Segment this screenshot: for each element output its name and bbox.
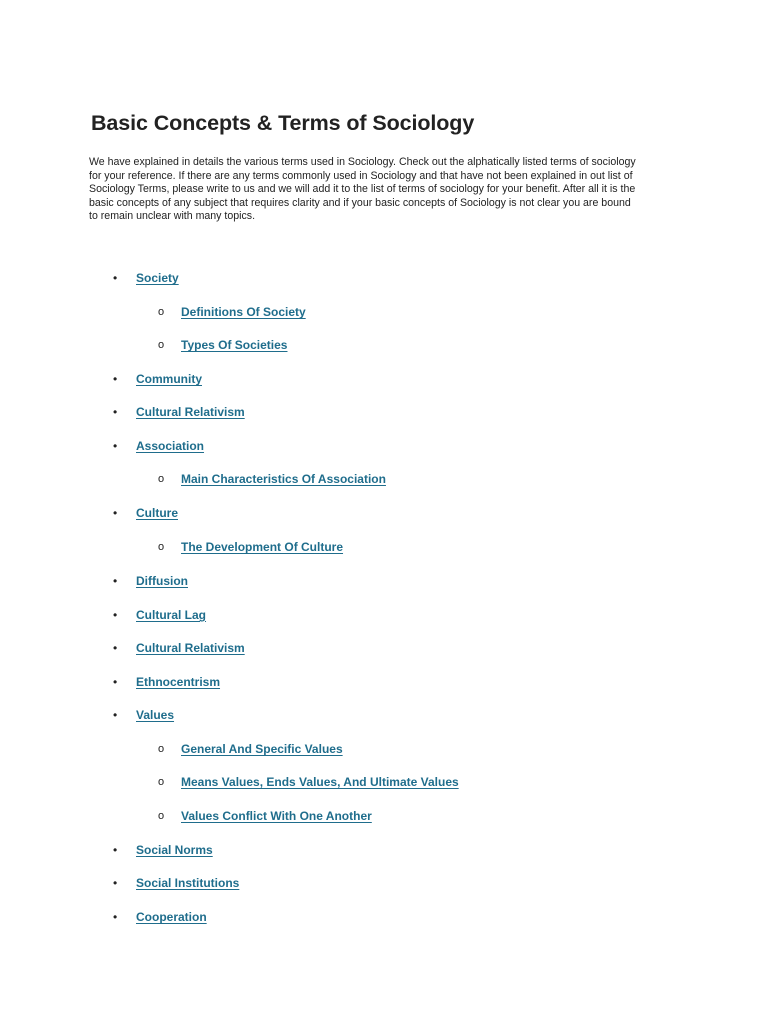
link-values-conflict[interactable]: Values Conflict With One Another bbox=[181, 809, 372, 823]
intro-line: Sociology Terms, please write to us and we will add it to the list of terms of sociology for your benefit. After all it is the bbox=[89, 183, 636, 196]
bullet-disc-icon bbox=[113, 404, 123, 421]
link-values[interactable]: Values bbox=[136, 708, 175, 722]
bullet-disc-icon bbox=[113, 607, 123, 624]
link-diffusion[interactable]: Diffusion bbox=[136, 574, 188, 588]
link-association[interactable]: Association bbox=[136, 439, 205, 453]
link-community[interactable]: Community bbox=[136, 372, 202, 386]
bullet-disc-icon bbox=[113, 875, 123, 892]
link-means-ends-ultimate-values[interactable]: Means Values, Ends Values, And Ultimate Values bbox=[181, 775, 459, 789]
link-cultural-lag[interactable]: Cultural Lag bbox=[136, 608, 207, 622]
link-main-characteristics-of-association[interactable]: Main Characteristics Of Association bbox=[181, 472, 386, 486]
link-social-institutions[interactable]: Social Institutions bbox=[136, 876, 240, 890]
link-cultural-relativism-2[interactable]: Cultural Relativism bbox=[136, 641, 245, 655]
bullet-disc-icon bbox=[113, 707, 123, 724]
intro-paragraph bbox=[89, 156, 689, 224]
bullet-circle-icon bbox=[158, 808, 168, 824]
link-cooperation[interactable]: Cooperation bbox=[136, 910, 207, 924]
link-ethnocentrism[interactable]: Ethnocentrism bbox=[136, 675, 221, 689]
bullet-disc-icon bbox=[113, 640, 123, 657]
bullet-circle-icon bbox=[158, 774, 168, 790]
intro-line: basic concepts of any subject that requires clarity and if your basic concepts of Sociology is not clear you are bound bbox=[89, 196, 631, 209]
page-title: Basic Concepts & Terms of Sociology bbox=[91, 111, 475, 135]
bullet-disc-icon bbox=[113, 371, 123, 388]
link-cultural-relativism[interactable]: Cultural Relativism bbox=[136, 405, 245, 419]
bullet-disc-icon bbox=[113, 270, 123, 287]
bullet-circle-icon bbox=[158, 741, 168, 757]
bullet-circle-icon bbox=[158, 337, 168, 353]
bullet-disc-icon bbox=[113, 909, 123, 926]
bullet-disc-icon bbox=[113, 505, 123, 522]
bullet-disc-icon bbox=[113, 674, 123, 691]
link-definitions-of-society[interactable]: Definitions Of Society bbox=[181, 305, 306, 319]
bullet-circle-icon bbox=[158, 471, 168, 487]
intro-line: We have explained in details the various terms used in Sociology. Check out the alphatically listed terms of sociology bbox=[89, 156, 636, 168]
link-social-norms[interactable]: Social Norms bbox=[136, 843, 213, 857]
link-culture[interactable]: Culture bbox=[136, 506, 178, 520]
link-types-of-societies[interactable]: Types Of Societies bbox=[181, 338, 288, 352]
intro-line: for your reference. If there are any terms commonly used in Sociology and that have not been explained in out list of bbox=[89, 169, 633, 182]
intro-line: to remain unclear with many topics. bbox=[89, 210, 256, 223]
link-development-of-culture[interactable]: The Development Of Culture bbox=[181, 540, 344, 554]
link-general-and-specific-values[interactable]: General And Specific Values bbox=[181, 742, 343, 756]
bullet-disc-icon bbox=[113, 842, 123, 859]
bullet-circle-icon bbox=[158, 539, 168, 555]
bullet-circle-icon bbox=[158, 304, 168, 320]
bullet-disc-icon bbox=[113, 438, 123, 455]
link-society[interactable]: Society bbox=[136, 271, 179, 285]
bullet-disc-icon bbox=[113, 573, 123, 590]
